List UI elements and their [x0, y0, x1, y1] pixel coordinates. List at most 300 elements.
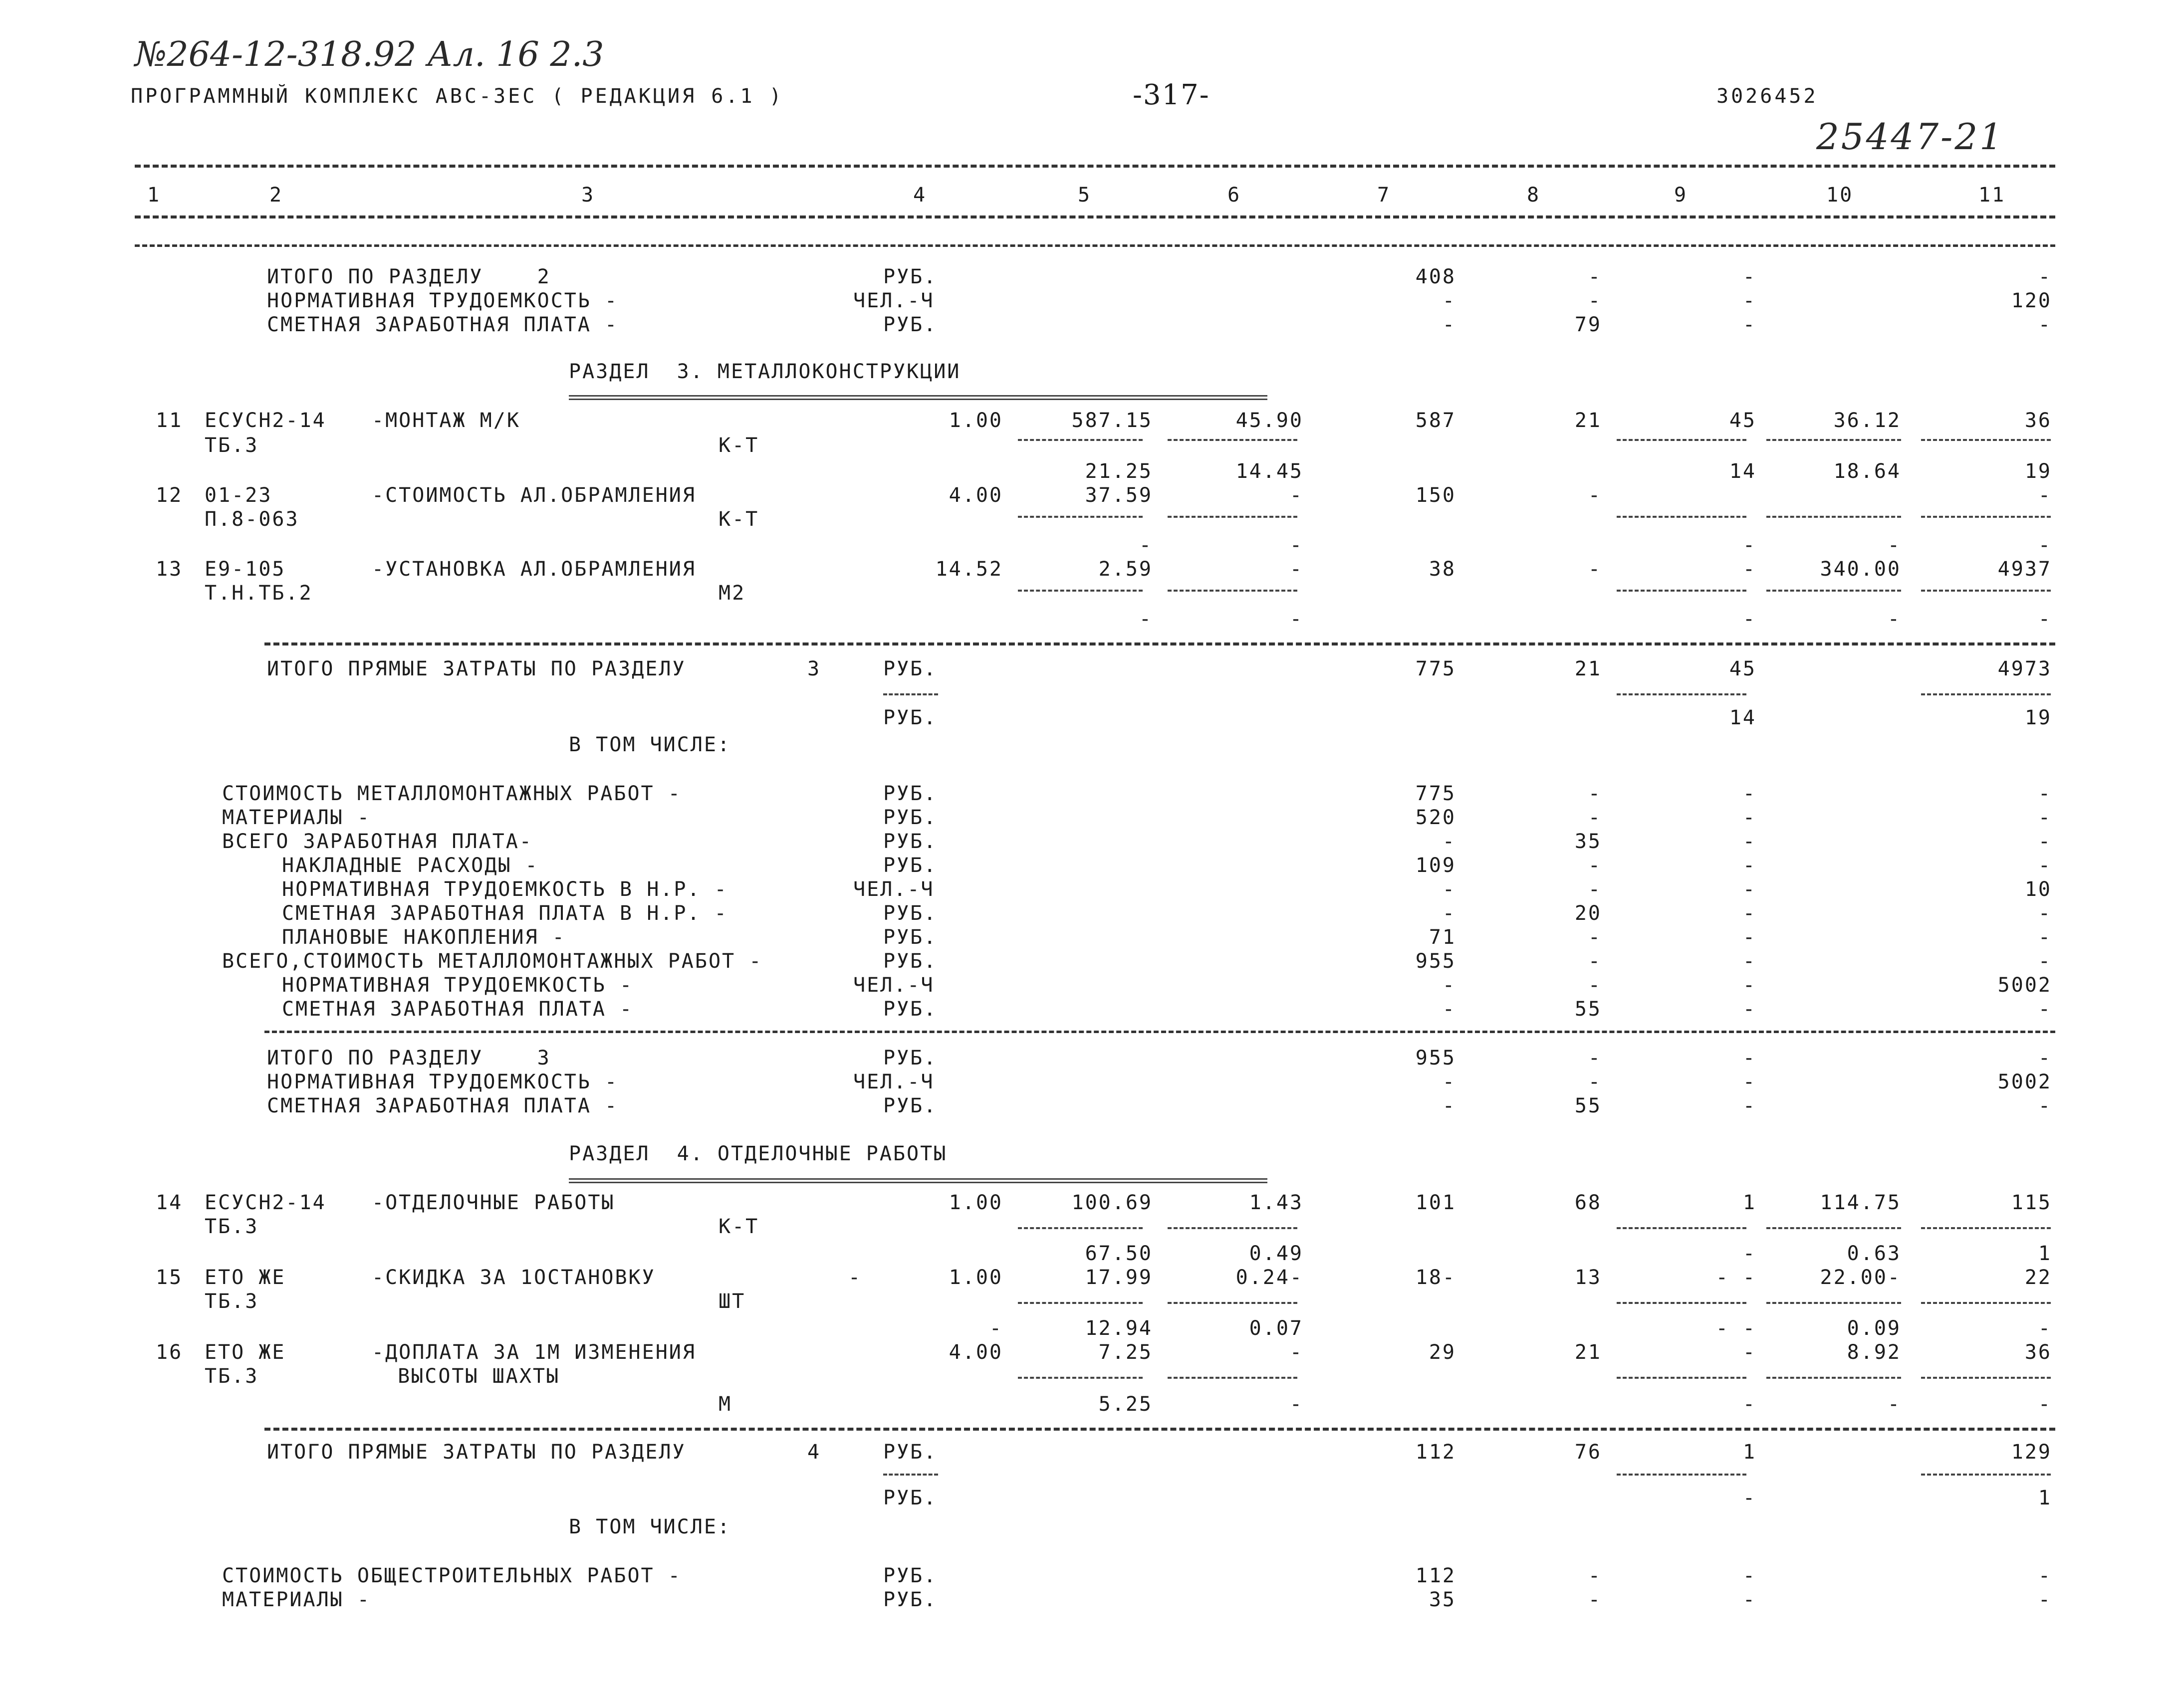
cell-c7: 109 [1415, 854, 1456, 877]
table-row-строка-13 [0, 558, 2180, 582]
cell-code: НОРМАТИВНАЯ ТРУДОЕМКОСТЬ - [267, 289, 619, 312]
cell-c10: 114.75 [1820, 1191, 1901, 1214]
cell-c7: 29 [1429, 1341, 1456, 1364]
cell-c9: - [1742, 854, 1756, 877]
cell-c8: - [1588, 1564, 1602, 1587]
cell-c9: - [1742, 558, 1756, 581]
cell-c9: 45 [1729, 657, 1756, 680]
cell-c7: 775 [1415, 657, 1456, 680]
col-num-3: 3 [581, 184, 595, 207]
cell-c8: - [1588, 974, 1602, 997]
cell-desc: ВЫСОТЫ ШАХТЫ [384, 1365, 560, 1388]
cell-unit: РУБ. [883, 830, 938, 853]
cell-c5: 17.99 [1085, 1266, 1153, 1289]
cell-unit: РУБ. [883, 1094, 938, 1117]
cell-c7: 71 [1429, 926, 1456, 949]
cell-num: 13 [156, 558, 183, 581]
table-row-строка-14-прод [0, 1215, 2180, 1239]
col-num-6: 6 [1227, 184, 1241, 207]
sub-rule [1921, 693, 2051, 695]
table-row-материалы-4 [0, 1588, 2180, 1612]
cell-code: Т.Н.ТБ.2 [205, 582, 313, 605]
cell-c9: - [1742, 608, 1756, 631]
table-row-строка-12-прод [0, 508, 2180, 532]
section-3-subtotal-rule [264, 1031, 2055, 1033]
cell-unit: М2 [719, 582, 746, 605]
cell-c7: 408 [1415, 265, 1456, 288]
cell-c5: 37.59 [1085, 484, 1153, 507]
cell-unit: РУБ. [883, 706, 938, 729]
cell-unit: РУБ. [883, 1487, 938, 1509]
cell-code2: СМЕТНАЯ ЗАРАБОТНАЯ ПЛАТА - [282, 998, 634, 1021]
cell-c7: 112 [1415, 1441, 1456, 1464]
program-header: ПРОГРАММНЫЙ КОМПЛЕКС АВС-ЗЕС ( РЕДАКЦИЯ 6.1 ) [131, 85, 784, 108]
cell-unit: РУБ. [883, 782, 938, 805]
cell-c11: 4973 [1997, 657, 2052, 680]
table-row-всего-зарплата [0, 830, 2180, 854]
cell-c10: - [1887, 608, 1901, 631]
sub-rule [1617, 693, 1746, 695]
table-row-строка-15 [0, 1266, 2180, 1290]
cell-c7: 520 [1415, 806, 1456, 829]
table-row-строка-16-прод [0, 1365, 2180, 1389]
cell-c11: - [2038, 854, 2052, 877]
cell-c9: 14 [1729, 460, 1756, 483]
table-row-строка-11-зп [0, 460, 2180, 484]
cell-code: ТБ.3 [205, 1215, 259, 1238]
cell-title: В ТОМ ЧИСЛЕ: [569, 1515, 731, 1538]
cell-unit: РУБ. [883, 1564, 938, 1587]
cell-c11: - [2038, 1588, 2052, 1611]
table-row-строка-16 [0, 1341, 2180, 1365]
cell-c6: - [1289, 608, 1303, 631]
cell-c7: - [1442, 998, 1456, 1021]
table-row-сметная-зп-нр [0, 902, 2180, 926]
table-row-раздел-4-заголовок [0, 1142, 2180, 1166]
table-row-итого-прямые-3 [0, 657, 2180, 681]
table-row-стоимость-общестроительных [0, 1564, 2180, 1588]
cell-c7: - [1442, 1070, 1456, 1093]
cell-code2: СМЕТНАЯ ЗАРАБОТНАЯ ПЛАТА В Н.Р. - [282, 902, 728, 925]
cell-c10: 0.09 [1847, 1317, 1901, 1340]
cell-c8: - [1588, 806, 1602, 829]
cell-c7: 955 [1415, 1047, 1456, 1069]
cell-num: 16 [156, 1341, 183, 1364]
cell-c11: 19 [2024, 460, 2052, 483]
cell-c4: - [989, 1317, 1003, 1340]
cell-c11: 129 [2011, 1441, 2052, 1464]
cell-c10: 22.00- [1820, 1266, 1901, 1289]
cell-c9: 1 [1742, 1441, 1756, 1464]
cell-code: ЕСУСН2-14 [205, 1191, 326, 1214]
cell-unit: РУБ. [883, 854, 938, 877]
cell-c11: 5002 [1997, 974, 2052, 997]
cell-c6: 0.49 [1249, 1242, 1303, 1265]
col-num-4: 4 [913, 184, 927, 207]
cell-c11: - [2038, 608, 2052, 631]
cell-c6: - [1289, 484, 1303, 507]
col-num-5: 5 [1078, 184, 1092, 207]
cell-c7: 38 [1429, 558, 1456, 581]
cell-desc: -МОНТАЖ М/К [372, 409, 520, 432]
cell-c5: 2.59 [1098, 558, 1153, 581]
cell-c5: 7.25 [1098, 1341, 1153, 1364]
cell-c6: 45.90 [1235, 409, 1303, 432]
cell-c9: - [1742, 1070, 1756, 1093]
cell-c9: 1 [1742, 1191, 1756, 1214]
cell-c11: 10 [2024, 878, 2052, 901]
table-row-строка-15-зп [0, 1317, 2180, 1341]
cell-c4: 14.52 [935, 558, 1003, 581]
cell-unit: РУБ. [883, 950, 938, 973]
cell-unit: К-Т [719, 434, 759, 457]
cell-unit: ЧЕЛ.-Ч [853, 974, 935, 997]
table-row-стоимость-металломонтажных [0, 782, 2180, 806]
cell-c8: 35 [1574, 830, 1602, 853]
cell-c9: - [1742, 974, 1756, 997]
cell-code: ВСЕГО ЗАРАБОТНАЯ ПЛАТА- [222, 830, 533, 853]
cell-code: СТОИМОСТЬ МЕТАЛЛОМОНТАЖНЫХ РАБОТ - [222, 782, 682, 805]
cell-desc: -ОТДЕЛОЧНЫЕ РАБОТЫ [372, 1191, 615, 1214]
cell-c6: 0.24- [1235, 1266, 1303, 1289]
cell-c9: - [1742, 950, 1756, 973]
cell-c5: - [1139, 608, 1153, 631]
col-num-1: 1 [147, 184, 161, 207]
cell-c7: - [1442, 289, 1456, 312]
col-num-10: 10 [1826, 184, 1854, 207]
cell-c11: 5002 [1997, 1070, 2052, 1093]
cell-c11: 4937 [1997, 558, 2052, 581]
table-row-строка-16-зп [0, 1393, 2180, 1417]
col-num-8: 8 [1527, 184, 1541, 207]
table-row-в-том-числе-3 [0, 733, 2180, 757]
cell-c6: - [1289, 1393, 1303, 1416]
table-row-итого-раздел-2 [0, 265, 2180, 289]
table-row-итого-прямые-3-зп [0, 706, 2180, 730]
cell-unit: РУБ. [883, 902, 938, 925]
table-row-сметная-зп-всего [0, 998, 2180, 1022]
cell-c7: - [1442, 974, 1456, 997]
cell-c8: 76 [1574, 1441, 1602, 1464]
cell-c4: 1.00 [949, 1191, 1003, 1214]
cell-code: ЕТО ЖЕ [205, 1341, 286, 1364]
section-3-underline [569, 395, 1267, 400]
cell-c8: - [1588, 1047, 1602, 1069]
section-4-underline [569, 1178, 1267, 1183]
cell-c9: - [1742, 265, 1756, 288]
cell-c6: - [1289, 1341, 1303, 1364]
cell-c11: 22 [2024, 1266, 2052, 1289]
cell-c8: - [1588, 854, 1602, 877]
cell-code2: НАКЛАДНЫЕ РАСХОДЫ - [282, 854, 539, 877]
cell-c11: 115 [2011, 1191, 2052, 1214]
cell-unit: РУБ. [883, 926, 938, 949]
table-row-строка-12 [0, 484, 2180, 508]
cell-c7: - [1442, 902, 1456, 925]
table-row-сметная-зарплата-2 [0, 313, 2180, 337]
cell-code: СМЕТНАЯ ЗАРАБОТНАЯ ПЛАТА - [267, 313, 619, 336]
cell-code: Е9-105 [205, 558, 286, 581]
cell-c8: 21 [1574, 1341, 1602, 1364]
cell-c9: - [1742, 289, 1756, 312]
cell-c9: - [1742, 998, 1756, 1021]
sub-rule [1921, 1474, 2051, 1476]
cell-c4: 1.00 [949, 409, 1003, 432]
cell-c8: - [1588, 484, 1602, 507]
cell-code: ТБ.3 [205, 1365, 259, 1388]
cell-c11: - [2038, 1317, 2052, 1340]
cell-c8: - [1588, 1070, 1602, 1093]
cell-num: 12 [156, 484, 183, 507]
cell-c10: - [1887, 534, 1901, 557]
cell-unit: К-Т [719, 1215, 759, 1238]
cell-c11: - [2038, 313, 2052, 336]
cell-code: СМЕТНАЯ ЗАРАБОТНАЯ ПЛАТА - [267, 1094, 619, 1117]
table-row-плановые-накопления [0, 926, 2180, 950]
cell-c7: - [1442, 313, 1456, 336]
table-row-материалы-3 [0, 806, 2180, 830]
table-row-раздел-3-заголовок [0, 360, 2180, 384]
cell-c9: - [1742, 1047, 1756, 1069]
table-row-строка-12-зп [0, 534, 2180, 558]
table-row-в-том-числе-4 [0, 1515, 2180, 1539]
cell-c4: 4.00 [949, 1341, 1003, 1364]
cell-num: 11 [156, 409, 183, 432]
cell-unit: РУБ. [883, 806, 938, 829]
cell-c11: - [2038, 534, 2052, 557]
cell-c11: - [2038, 998, 2052, 1021]
cell-c6: 0.07 [1249, 1317, 1303, 1340]
cell-desc: -ДОПЛАТА ЗА 1М ИЗМЕНЕНИЯ [372, 1341, 696, 1364]
cell-num2: 4 [807, 1441, 821, 1464]
cell-c11: 1 [2038, 1487, 2052, 1509]
cell-c9: - [1742, 926, 1756, 949]
cell-unit: РУБ. [883, 1588, 938, 1611]
table-row-итого-прямые-4 [0, 1441, 2180, 1465]
cell-num: 15 [156, 1266, 183, 1289]
cell-c8: - [1588, 782, 1602, 805]
table-row-нормативная-трудоемкость-2 [0, 289, 2180, 313]
table-row-сметная-зп-3 [0, 1094, 2180, 1118]
cell-code: МАТЕРИАЛЫ - [222, 806, 371, 829]
cell-c8: 20 [1574, 902, 1602, 925]
table-row-всего-стоимость-металломонтажных [0, 950, 2180, 974]
cell-c10: - [1887, 1393, 1901, 1416]
cell-c9: - [1742, 313, 1756, 336]
cell-c11: - [2038, 830, 2052, 853]
top-rule [135, 165, 2055, 168]
cell-c5: 5.25 [1098, 1393, 1153, 1416]
cell-c9: - [1742, 902, 1756, 925]
cell-c11: - [2038, 782, 2052, 805]
cell-c5: 12.94 [1085, 1317, 1153, 1340]
cell-num2: 3 [807, 657, 821, 680]
header-rule [135, 215, 2055, 218]
col-num-2: 2 [269, 184, 283, 207]
cell-c6: 1.43 [1249, 1191, 1303, 1214]
cell-c7: 101 [1415, 1191, 1456, 1214]
sub-rule [883, 693, 938, 695]
cell-desc: -СТОИМОСТЬ АЛ.ОБРАМЛЕНИЯ [372, 484, 696, 507]
cell-c6: 14.45 [1235, 460, 1303, 483]
cell-c8: 55 [1574, 998, 1602, 1021]
cell-c8: - [1588, 878, 1602, 901]
cell-code: НОРМАТИВНАЯ ТРУДОЕМКОСТЬ - [267, 1070, 619, 1093]
handwritten-reference: №264-12-318.92 Ал. 16 2.3 [135, 35, 604, 74]
section-4-bottom-rule [264, 1428, 2055, 1431]
cell-c4: 1.00 [949, 1266, 1003, 1289]
cell-desc: -СКИДКА ЗА 1ОСТАНОВКУ [372, 1266, 656, 1289]
cell-c11: - [2038, 265, 2052, 288]
table-row-итого-раздел-3 [0, 1047, 2180, 1070]
table-row-итого-прямые-4-зп [0, 1487, 2180, 1510]
cell-c6: - [1289, 558, 1303, 581]
cell-code2: НОРМАТИВНАЯ ТРУДОЕМКОСТЬ - [282, 974, 634, 997]
col-num-9: 9 [1674, 184, 1688, 207]
cell-code: ЕТО ЖЕ [205, 1266, 286, 1289]
cell-c8: - [1588, 950, 1602, 973]
cell-c11: - [2038, 806, 2052, 829]
column-number-row [0, 184, 2180, 208]
cell-code: ЕСУСН2-14 [205, 409, 326, 432]
cell-num: 14 [156, 1191, 183, 1214]
document-number: 3026452 [1716, 85, 1818, 108]
cell-c7: 955 [1415, 950, 1456, 973]
cell-c7: 112 [1415, 1564, 1456, 1587]
cell-unit: РУБ. [883, 657, 938, 680]
cell-unit: ЧЕЛ.-Ч [853, 1070, 935, 1093]
cell-c10: 8.92 [1847, 1341, 1901, 1364]
sub-rule [883, 1474, 938, 1476]
cell-c9: - [1742, 830, 1756, 853]
cell-code: ИТОГО ПРЯМЫЕ ЗАТРАТЫ ПО РАЗДЕЛУ [267, 1441, 686, 1464]
cell-c11: - [2038, 1094, 2052, 1117]
cell-c7: - [1442, 878, 1456, 901]
cell-c8: 79 [1574, 313, 1602, 336]
table-row-строка-14-зп [0, 1242, 2180, 1266]
cell-code2: ПЛАНОВЫЕ НАКОПЛЕНИЯ - [282, 926, 566, 949]
cell-code2: НОРМАТИВНАЯ ТРУДОЕМКОСТЬ В Н.Р. - [282, 878, 728, 901]
cell-c5: 100.69 [1071, 1191, 1153, 1214]
table-row-строка-13-зп [0, 608, 2180, 632]
cell-c11: - [2038, 926, 2052, 949]
cell-c11: - [2038, 484, 2052, 507]
cell-c9: - [1742, 1341, 1756, 1364]
cell-c9: - - [1715, 1266, 1756, 1289]
cell-c11: 120 [2011, 289, 2052, 312]
cell-c8: 13 [1574, 1266, 1602, 1289]
header-rule-2 [135, 244, 2055, 247]
cell-c9: - [1742, 1588, 1756, 1611]
cell-c8: 55 [1574, 1094, 1602, 1117]
cell-c9: - [1742, 1094, 1756, 1117]
cell-c9: - [1742, 1564, 1756, 1587]
cell-code: МАТЕРИАЛЫ - [222, 1588, 371, 1611]
cell-unit: РУБ. [883, 1047, 938, 1069]
cell-c9: - [1742, 782, 1756, 805]
cell-c11: - [2038, 950, 2052, 973]
cell-c8: - [1588, 926, 1602, 949]
cell-c7: - [1442, 1094, 1456, 1117]
cell-unit: РУБ. [883, 265, 938, 288]
col-num-7: 7 [1377, 184, 1391, 207]
cell-c11: 1 [2038, 1242, 2052, 1265]
cell-c9: - - [1715, 1317, 1756, 1340]
table-row-строка-15-прод [0, 1290, 2180, 1314]
cell-c8: - [1588, 558, 1602, 581]
cell-c8: 68 [1574, 1191, 1602, 1214]
cell-c8: - [1588, 289, 1602, 312]
cell-title: В ТОМ ЧИСЛЕ: [569, 733, 731, 756]
cell-unit: РУБ. [883, 1441, 938, 1464]
handwritten-code: 25447-21 [1816, 116, 2004, 158]
cell-c7: 18- [1415, 1266, 1456, 1289]
cell-c11: - [2038, 1047, 2052, 1069]
cell-c5: - [1139, 534, 1153, 557]
cell-c5: 587.15 [1071, 409, 1153, 432]
cell-code: ИТОГО ПО РАЗДЕЛУ 2 [267, 265, 551, 288]
cell-c8: - [1588, 1588, 1602, 1611]
cell-c9: - [1742, 534, 1756, 557]
table-row-накладные [0, 854, 2180, 878]
cell-c9: - [1742, 1393, 1756, 1416]
cell-code: ТБ.3 [205, 434, 259, 457]
cell-unit: РУБ. [883, 998, 938, 1021]
cell-c9: 45 [1729, 409, 1756, 432]
cell-c7: - [1442, 830, 1456, 853]
cell-code: 01-23 [205, 484, 272, 507]
cell-c9: 14 [1729, 706, 1756, 729]
table-row-норм-трудоемкость-3 [0, 1070, 2180, 1094]
cell-code: ВСЕГО,СТОИМОСТЬ МЕТАЛЛОМОНТАЖНЫХ РАБОТ - [222, 950, 763, 973]
cell-unit: ЧЕЛ.-Ч [853, 878, 935, 901]
table-row-строка-11-прод [0, 434, 2180, 458]
cell-c7: 775 [1415, 782, 1456, 805]
cell-c7: 35 [1429, 1588, 1456, 1611]
cell-code: ТБ.3 [205, 1290, 259, 1313]
cell-c9: - [1742, 878, 1756, 901]
cell-c8: - [1588, 265, 1602, 288]
cell-pre4: - [848, 1266, 862, 1289]
cell-c4: 4.00 [949, 484, 1003, 507]
cell-c7: 150 [1415, 484, 1456, 507]
cell-c5: 67.50 [1085, 1242, 1153, 1265]
cell-c9: - [1742, 1487, 1756, 1509]
table-row-норм-трудоемкость-нр [0, 878, 2180, 902]
cell-c10: 18.64 [1833, 460, 1901, 483]
section-3-bottom-rule [264, 642, 2055, 645]
cell-c8: 21 [1574, 409, 1602, 432]
cell-unit: ЧЕЛ.-Ч [853, 289, 935, 312]
cell-unit: ШТ [719, 1290, 746, 1313]
cell-c11: 36 [2024, 1341, 2052, 1364]
cell-c11: - [2038, 1393, 2052, 1416]
cell-c8: 21 [1574, 657, 1602, 680]
cell-c7: 587 [1415, 409, 1456, 432]
cell-c11: 36 [2024, 409, 2052, 432]
sub-rule [1617, 1474, 1746, 1476]
cell-title: РАЗДЕЛ 3. МЕТАЛЛОКОНСТРУКЦИИ [569, 360, 961, 383]
page-number: -317- [1133, 79, 1210, 111]
col-num-11: 11 [1978, 184, 2006, 207]
cell-desc: -УСТАНОВКА АЛ.ОБРАМЛЕНИЯ [372, 558, 696, 581]
table-row-норм-трудоемкость-всего [0, 974, 2180, 998]
cell-c5: 21.25 [1085, 460, 1153, 483]
cell-c10: 340.00 [1820, 558, 1901, 581]
cell-c10: 0.63 [1847, 1242, 1901, 1265]
cell-unit: РУБ. [883, 313, 938, 336]
cell-code: ИТОГО ПО РАЗДЕЛУ 3 [267, 1047, 551, 1069]
